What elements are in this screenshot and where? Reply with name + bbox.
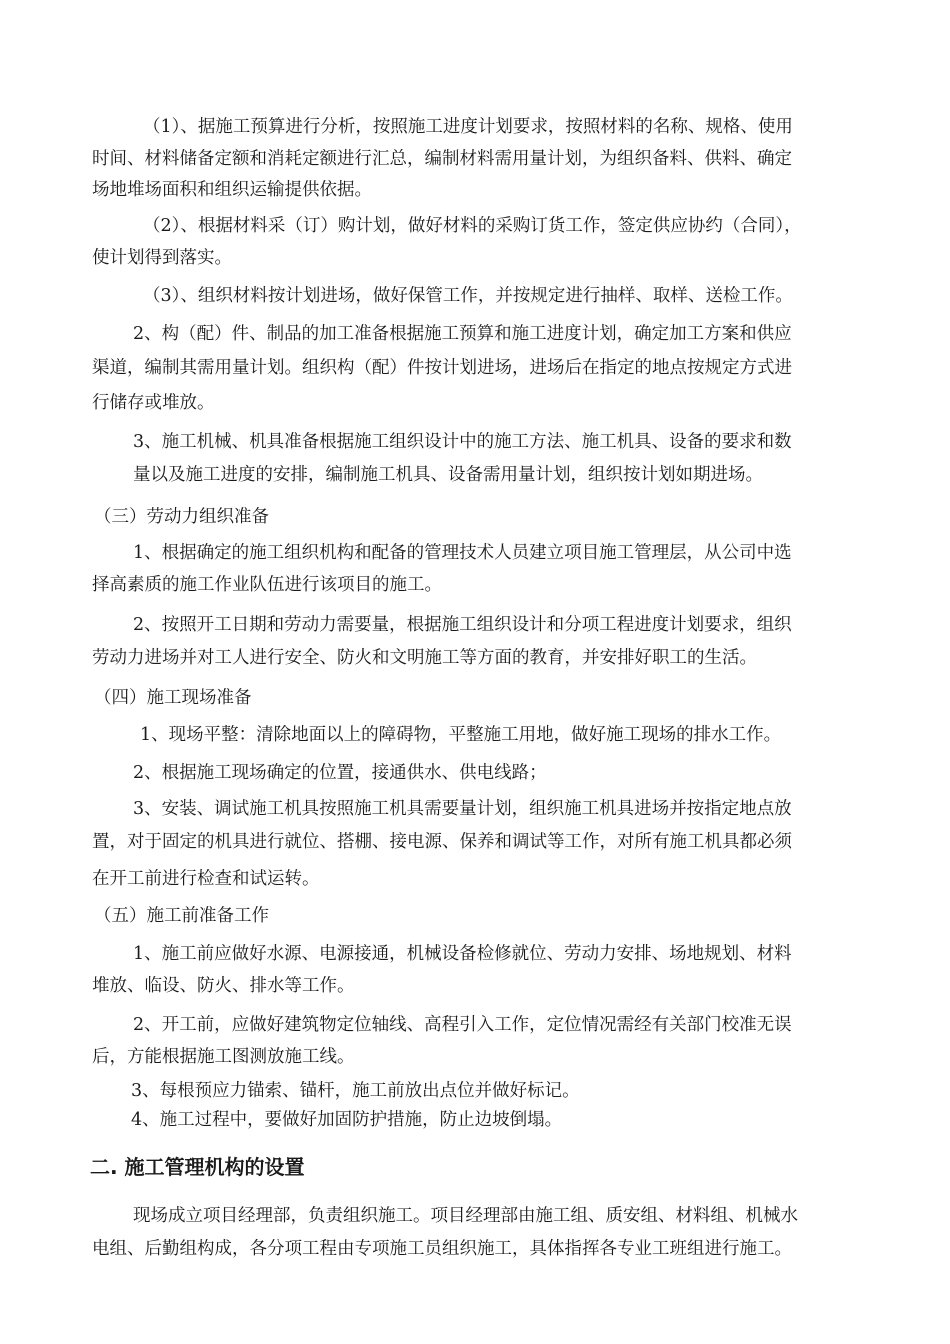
paragraph-line: 置，对于固定的机具进行就位、搭棚、接电源、保养和调试等工作，对所有施工机具都必须 <box>92 832 792 852</box>
paragraph-line: （2）、根据材料采（订）购计划，做好材料的采购订货工作，签定供应协约（合同）， <box>143 216 802 236</box>
paragraph-line: 使计划得到落实。 <box>92 248 232 268</box>
paragraph-line: 择高素质的施工作业队伍进行该项目的施工。 <box>92 575 442 595</box>
paragraph-line: （3）、组织材料按计划进场，做好保管工作，并按规定进行抽样、取样、送检工作。 <box>143 286 793 306</box>
paragraph-line: 行储存或堆放。 <box>92 393 215 413</box>
paragraph-line: 1、施工前应做好水源、电源接通，机械设备检修就位、劳动力安排、场地规划、材料 <box>133 944 792 964</box>
paragraph-line: 后，方能根据施工图测放施工线。 <box>92 1047 355 1067</box>
paragraph-line: 现场成立项目经理部，负责组织施工。项目经理部由施工组、质安组、材料组、机械水 <box>133 1206 798 1226</box>
section-title-pre-work: （五）施工前准备工作 <box>94 906 269 926</box>
paragraph-line: 时间、材料储备定额和消耗定额进行汇总，编制材料需用量计划，为组织备料、供料、确定 <box>92 149 792 169</box>
paragraph-line: 劳动力进场并对工人进行安全、防火和文明施工等方面的教育，并安排好职工的生活。 <box>92 648 757 668</box>
paragraph-line: 3、每根预应力锚索、锚杆，施工前放出点位并做好标记。 <box>131 1081 580 1101</box>
paragraph-line: 4、施工过程中，要做好加固防护措施，防止边坡倒塌。 <box>131 1110 563 1130</box>
paragraph-line: 在开工前进行检查和试运转。 <box>92 869 320 889</box>
paragraph-line: 2、开工前，应做好建筑物定位轴线、高程引入工作，定位情况需经有关部门校准无误 <box>133 1015 792 1035</box>
paragraph-line: 堆放、临设、防火、排水等工作。 <box>92 976 355 996</box>
paragraph-line: 3、安装、调试施工机具按照施工机具需要量计划，组织施工机具进场并按指定地点放 <box>133 799 792 819</box>
paragraph-line: 2、按照开工日期和劳动力需要量，根据施工组织设计和分项工程进度计划要求，组织 <box>133 615 792 635</box>
paragraph-line: （1）、据施工预算进行分析，按照施工进度计划要求，按照材料的名称、规格、使用 <box>143 117 793 137</box>
section-title-site: （四）施工现场准备 <box>94 688 252 708</box>
paragraph-line: 2、根据施工现场确定的位置，接通供水、供电线路； <box>133 763 547 783</box>
paragraph-line: 1、根据确定的施工组织机构和配备的管理技术人员建立项目施工管理层，从公司中选 <box>133 543 792 563</box>
paragraph-line: 3、施工机械、机具准备根据施工组织设计中的施工方法、施工机具、设备的要求和数 <box>133 432 792 452</box>
paragraph-line: 1、现场平整：清除地面以上的障碍物，平整施工用地，做好施工现场的排水工作。 <box>140 725 782 745</box>
section-heading: 二. 施工管理机构的设置 <box>90 1155 305 1179</box>
paragraph-line: 2、构（配）件、制品的加工准备根据施工预算和施工进度计划，确定加工方案和供应 <box>133 324 792 344</box>
paragraph-line: 场地堆场面积和组织运输提供依据。 <box>92 180 372 200</box>
paragraph-line: 电组、后勤组构成，各分项工程由专项施工员组织施工，具体指挥各专业工班组进行施工。 <box>92 1239 792 1259</box>
paragraph-line: 渠道，编制其需用量计划。组织构（配）件按计划进场，进场后在指定的地点按规定方式进 <box>92 358 792 378</box>
paragraph-line: 量以及施工进度的安排，编制施工机具、设备需用量计划，组织按计划如期进场。 <box>133 465 763 485</box>
section-title-labor: （三）劳动力组织准备 <box>94 507 269 527</box>
